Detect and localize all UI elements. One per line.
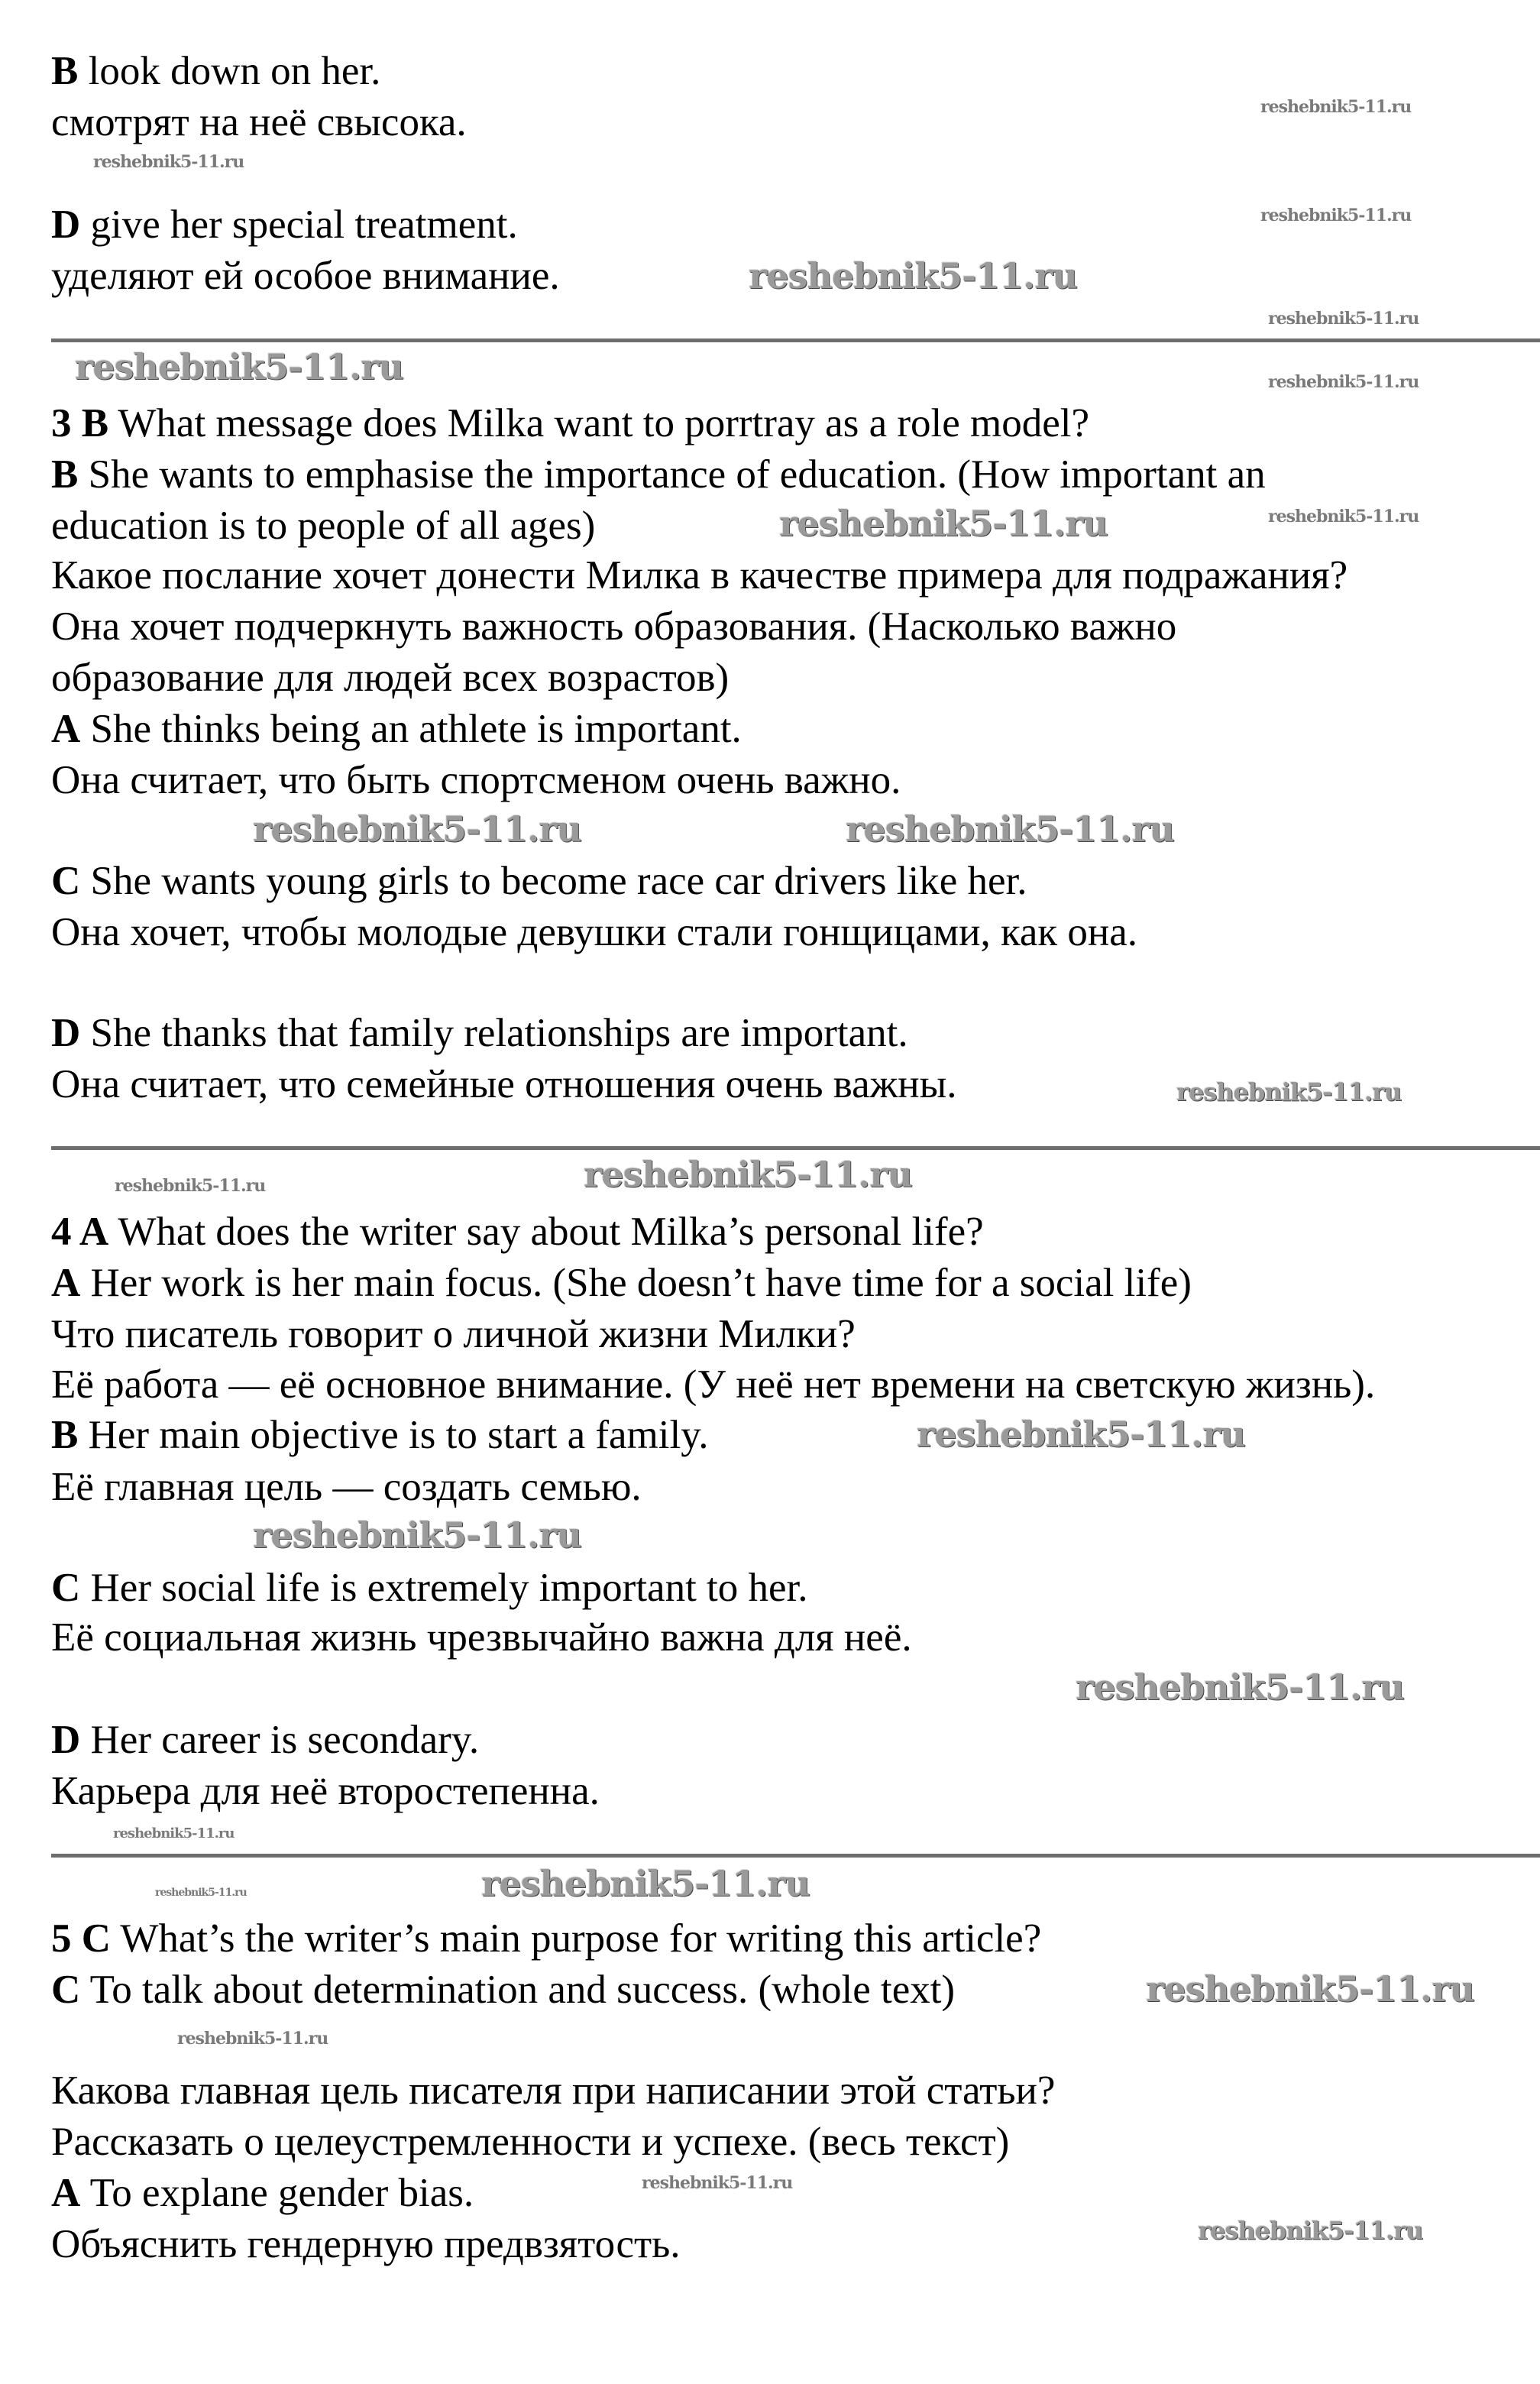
watermark: reshebnik5-11.ru (177, 2029, 328, 2049)
text-line (51, 1913, 1041, 1964)
section-divider (51, 1854, 1540, 1858)
line-text: Что писатель говорит о личной жизни Милки? (51, 1312, 856, 1356)
option-label: B (51, 49, 79, 93)
line-text: Her career is secondary. (80, 1718, 480, 1762)
line-text: She wants to emphasise the importance of education. (How important an (78, 452, 1266, 497)
line-text: уделяют ей особое внимание. (51, 254, 560, 298)
line-text: Она хочет подчеркнуть важность образования. (Насколько важно (51, 604, 1177, 649)
option-label: D (51, 202, 81, 247)
text-line (51, 1207, 984, 1257)
option-label: B (51, 1413, 79, 1457)
watermark: reshebnik5-11.ru (75, 346, 403, 387)
text-line (51, 449, 1266, 500)
line-text: Объяснить гендерную предвзятость. (51, 2222, 681, 2266)
watermark: reshebnik5-11.ru (1260, 97, 1412, 117)
line-text: Её социальная жизнь чрезвычайно важна для неё. (51, 1615, 912, 1660)
line-text: Рассказать о целеустремленности и успехе. (весь текст) (51, 2120, 1010, 2164)
line-text: Her social life is extremely important to her. (80, 1566, 808, 1610)
watermark: reshebnik5-11.ru (1146, 1968, 1474, 2010)
text-line (51, 1410, 709, 1460)
text-line (51, 907, 1137, 957)
watermark: reshebnik5-11.ru (113, 1825, 235, 1841)
line-text: look down on her. (78, 49, 381, 93)
line-text: What does the writer say about Milka’s personal life? (108, 1210, 984, 1254)
line-text: What message does Milka want to porrtray as a role model? (108, 401, 1089, 445)
line-text: Она считает, что быть спортсменом очень важно. (51, 758, 901, 802)
watermark: reshebnik5-11.ru (253, 1514, 581, 1556)
text-line (51, 1715, 479, 1765)
text-line (51, 1563, 808, 1613)
line-text: смотрят на неё свысока. (51, 100, 467, 144)
text-line (51, 46, 380, 96)
watermark: reshebnik5-11.ru (749, 255, 1077, 296)
text-line (51, 2168, 474, 2218)
watermark: reshebnik5-11.ru (1198, 2216, 1423, 2245)
line-text: Её главная цель — создать семью. (51, 1465, 642, 1509)
watermark: reshebnik5-11.ru (1268, 507, 1419, 526)
line-text: To talk about determination and success. (whole text) (80, 1968, 956, 2012)
line-text: Her work is her main focus. (She doesn’t have time for a social life) (80, 1261, 1192, 1305)
text-line (51, 1612, 912, 1663)
text-line (51, 398, 1089, 449)
option-label: 3 B (51, 401, 109, 445)
line-text: Какова главная цель писателя при написании этой статьи? (51, 2068, 1056, 2113)
watermark: reshebnik5-11.ru (846, 808, 1174, 850)
text-line (51, 601, 1176, 652)
watermark: reshebnik5-11.ru (253, 808, 581, 850)
line-text: education is to people of all ages) (51, 504, 596, 548)
option-label: 4 A (51, 1210, 109, 1254)
text-line (51, 251, 560, 301)
line-text: What’s the writer’s main purpose for writing this article? (111, 1916, 1042, 1961)
option-label: C (51, 859, 81, 903)
watermark: reshebnik5-11.ru (155, 1887, 247, 1899)
text-line (51, 1462, 642, 1512)
option-label: 5 C (51, 1916, 112, 1961)
text-line (51, 755, 901, 805)
option-label: A (51, 1261, 81, 1305)
text-line (51, 2219, 681, 2269)
line-text: Карьера для неё второстепенна. (51, 1769, 600, 1813)
watermark: reshebnik5-11.ru (1176, 1077, 1402, 1106)
text-line (51, 1059, 956, 1109)
text-line (51, 856, 1027, 906)
line-text: She wants young girls to become race car drivers like her. (80, 859, 1027, 903)
watermark: reshebnik5-11.ru (779, 503, 1108, 544)
line-text: Her main objective is to start a family. (78, 1413, 709, 1457)
option-label: A (51, 2171, 81, 2215)
text-line (51, 97, 467, 147)
watermark: reshebnik5-11.ru (584, 1154, 912, 1195)
watermark: reshebnik5-11.ru (917, 1414, 1245, 1455)
watermark: reshebnik5-11.ru (481, 1863, 810, 1904)
text-line (51, 2117, 1009, 2167)
text-line (51, 550, 1348, 601)
section-divider (51, 338, 1540, 342)
option-label: B (51, 452, 79, 497)
text-line (51, 1359, 1375, 1410)
text-line (51, 653, 729, 703)
watermark: reshebnik5-11.ru (1260, 206, 1412, 225)
text-line (51, 1309, 856, 1359)
line-text: образование для людей всех возрастов) (51, 656, 730, 700)
text-line (51, 1965, 955, 2015)
watermark: reshebnik5-11.ru (1268, 372, 1419, 392)
line-text: Её работа — её основное внимание. (У неё нет времени на светскую жизнь). (51, 1362, 1376, 1407)
option-label: C (51, 1968, 81, 2012)
line-text: To explane gender bias. (80, 2171, 474, 2215)
option-label: D (51, 1718, 81, 1762)
text-line (51, 199, 518, 250)
line-text: Она хочет, чтобы молодые девушки стали гонщицами, как она. (51, 910, 1138, 954)
text-line (51, 500, 595, 551)
line-text: She thanks that family relationships are important. (80, 1011, 908, 1055)
line-text: give her special treatment. (80, 202, 518, 247)
text-line (51, 704, 742, 754)
text-line (51, 1008, 908, 1058)
watermark: reshebnik5-11.ru (1268, 309, 1419, 329)
watermark: reshebnik5-11.ru (1076, 1667, 1404, 1708)
line-text: Какое послание хочет донести Милка в качестве примера для подражания? (51, 553, 1348, 598)
option-label: A (51, 707, 81, 751)
option-label: D (51, 1011, 81, 1055)
watermark: reshebnik5-11.ru (93, 152, 244, 172)
text-line (51, 1766, 600, 1816)
section-divider (51, 1146, 1540, 1150)
option-label: C (51, 1566, 81, 1610)
line-text: Она считает, что семейные отношения очень важны. (51, 1062, 957, 1106)
text-line (51, 1258, 1192, 1308)
text-line (51, 2065, 1055, 2116)
watermark: reshebnik5-11.ru (115, 1176, 266, 1196)
line-text: She thinks being an athlete is important. (80, 707, 742, 751)
watermark: reshebnik5-11.ru (642, 2173, 793, 2193)
